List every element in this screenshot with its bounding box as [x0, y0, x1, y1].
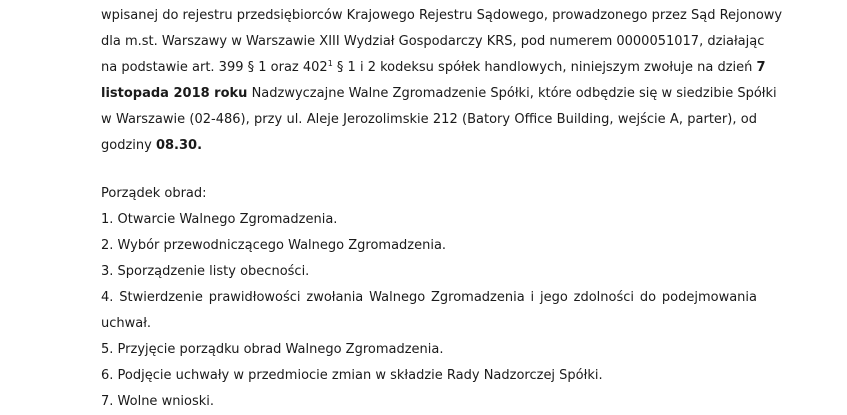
intro-line-5-text: w Warszawie (02-486), przy ul. Aleje Jerozolimskie 212 (Batory Office Building, wejście A, parter), od: [101, 112, 757, 127]
meeting-time: 08.30.: [155, 138, 203, 153]
intro-paragraph: [101, 3, 783, 159]
agenda-section: [101, 181, 757, 415]
intro-line-1-text: wpisanej do rejestru przedsiębiorców Krajowego Rejestru Sądowego, prowadzonego przez Sąd Rejonowy: [101, 8, 783, 23]
intro-line-5: [101, 107, 757, 133]
intro-line-3-text-b: § 1 i 2 kodeksu spółek handlowych, niniejszym zwołuje na dzień: [332, 60, 757, 75]
meeting-month-year: listopada 2018 roku: [101, 86, 248, 101]
agenda-item: 7. Wolne wnioski.: [101, 394, 215, 409]
intro-line-4-text: Nadzwyczajne Walne Zgromadzenie Spółki, które odbędzie się w siedzibie Spółki: [247, 86, 777, 101]
agenda-item: 4. Stwierdzenie prawidłowości zwołania Walnego Zgromadzenia i jego zdolności do podejmowania: [101, 290, 757, 305]
intro-line-2-text: dla m.st. Warszawy w Warszawie XIII Wydział Gospodarczy KRS, pod numerem 0000051017, działając: [101, 34, 765, 49]
agenda-item: 5. Przyjęcie porządku obrad Walnego Zgromadzenia.: [101, 342, 444, 357]
intro-line-3-text-a: na podstawie art. 399 § 1 oraz 402: [101, 60, 328, 75]
agenda-item: 1. Otwarcie Walnego Zgromadzenia.: [101, 212, 338, 227]
intro-line-3: [101, 55, 766, 81]
intro-line-2: [101, 29, 765, 55]
agenda-item: 3. Sporządzenie listy obecności.: [101, 264, 310, 279]
intro-line-6: [101, 133, 757, 159]
intro-line-6-text: godziny: [101, 138, 156, 153]
agenda-item: 6. Podjęcie uchwały w przedmiocie zmian w składzie Rady Nadzorczej Spółki.: [101, 368, 603, 383]
meeting-day: 7: [756, 60, 766, 75]
article-superscript: 1: [327, 59, 333, 68]
intro-line-4: [101, 81, 777, 107]
agenda-heading: Porządek obrad:: [101, 186, 207, 201]
agenda-item: 2. Wybór przewodniczącego Walnego Zgromadzenia.: [101, 238, 447, 253]
intro-line-1: [101, 3, 783, 29]
agenda-item-continuation: uchwał.: [101, 316, 152, 331]
